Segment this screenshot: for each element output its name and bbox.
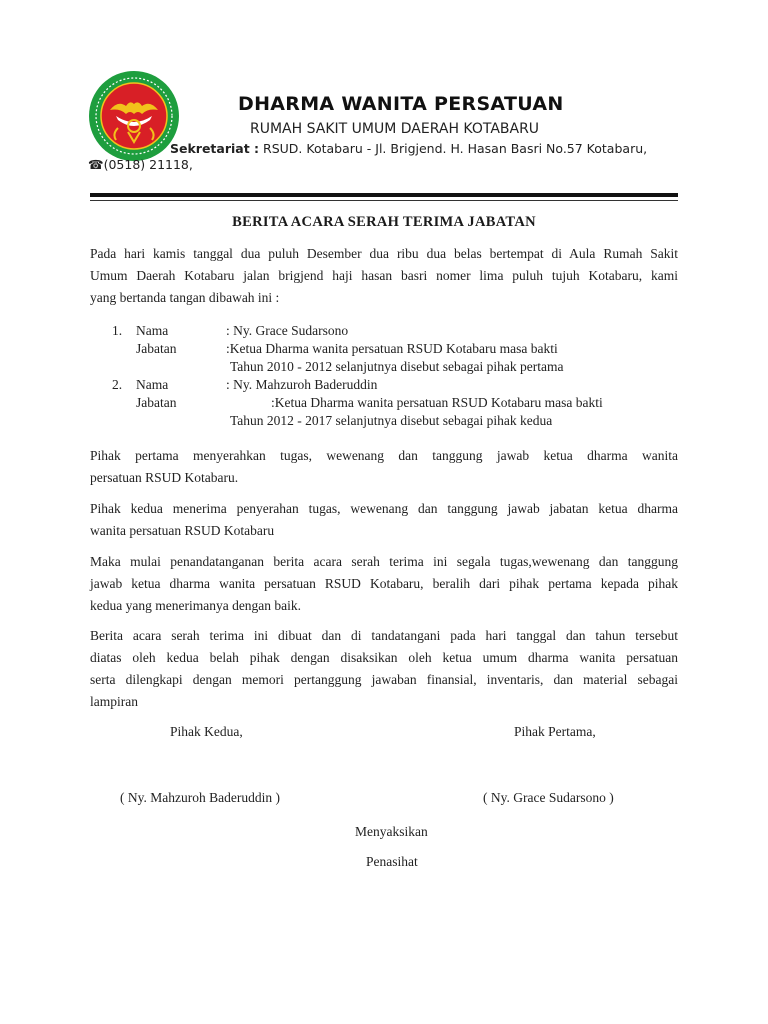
party-number: 1.	[112, 323, 123, 338]
paragraph-line: serta dilengkapi dengan memori pertanggung jawaban finansial, inventaris, dan material sebagai	[90, 672, 678, 687]
second-party-label: Pihak Kedua,	[170, 724, 243, 739]
position-value: :Ketua Dharma wanita persatuan RSUD Kotabaru masa bakti	[226, 341, 558, 356]
phone-number: (0518) 21118,	[103, 157, 193, 172]
witness-label: Menyaksikan	[355, 824, 428, 839]
intro-line: yang bertanda tangan dibawah ini :	[90, 290, 280, 305]
address-label: Sekretariat :	[170, 141, 260, 156]
list-item	[90, 376, 678, 394]
position-label: Jabatan	[136, 341, 177, 356]
position-continuation: Tahun 2010 - 2012 selanjutnya disebut sebagai pihak pertama	[230, 359, 564, 374]
position-continuation: Tahun 2012 - 2017 selanjutnya disebut sebagai pihak kedua	[230, 413, 553, 428]
advisor-label: Penasihat	[366, 854, 418, 869]
address-text: RSUD. Kotabaru - Jl. Brigjend. H. Hasan Basri No.57 Kotabaru,	[259, 141, 648, 156]
paragraph-line: diatas oleh kedua belah pihak dengan disaksikan oleh ketua umum dharma wanita persatuan	[90, 650, 678, 665]
list-item	[90, 358, 678, 376]
phone-icon: ☎	[88, 157, 104, 172]
paragraph-handover	[90, 445, 678, 489]
paragraph-closing	[90, 625, 678, 713]
second-party-signatory: ( Ny. Mahzuroh Baderuddin )	[120, 790, 280, 805]
paragraph-line: Berita acara serah terima ini dibuat dan di tandatangani pada hari tanggal dan tahun tersebut	[90, 628, 678, 643]
list-item	[90, 412, 678, 430]
intro-line: Pada hari kamis tanggal dua puluh Desember dua ribu dua belas bertempat di Aula Rumah Sakit	[90, 246, 678, 261]
party-number: 2.	[112, 377, 123, 392]
list-item	[90, 340, 678, 358]
first-party-signatory: ( Ny. Grace Sudarsono )	[483, 790, 614, 805]
paragraph-line: jawab ketua dharma wanita persatuan RSUD Kotabaru, beralih dari pihak pertama kepada pihak	[90, 576, 678, 591]
intro-line: Umum Daerah Kotabaru jalan brigjend haji hasan basri nomer lima puluh tujuh Kotabaru, kami	[90, 268, 678, 283]
parties-list	[90, 322, 678, 430]
header-divider-thick	[90, 193, 678, 197]
paragraph-line: Pihak pertama menyerahkan tugas, wewenang dan tanggung jawab ketua dharma wanita	[90, 448, 678, 463]
header-divider-thin	[90, 200, 678, 201]
intro-paragraph	[90, 243, 678, 309]
list-item	[90, 394, 678, 412]
secretariat-address	[88, 141, 688, 173]
list-item	[90, 322, 678, 340]
position-label: Jabatan	[136, 395, 177, 410]
paragraph-line: Maka mulai penandatanganan berita acara serah terima ini segala tugas,wewenang dan tanggung	[90, 554, 678, 569]
paragraph-line: wanita persatuan RSUD Kotabaru	[90, 523, 275, 538]
first-party-label: Pihak Pertama,	[514, 724, 596, 739]
paragraph-line: lampiran	[90, 694, 138, 709]
name-label: Nama	[136, 377, 169, 392]
name-label: Nama	[136, 323, 169, 338]
name-value: : Ny. Mahzuroh Baderuddin	[226, 377, 378, 392]
position-value: :Ketua Dharma wanita persatuan RSUD Kotabaru masa bakti	[271, 395, 603, 410]
paragraph-transfer	[90, 551, 678, 617]
document-title: BERITA ACARA SERAH TERIMA JABATAN	[232, 214, 536, 230]
paragraph-line: persatuan RSUD Kotabaru.	[90, 470, 239, 485]
paragraph-line: Pihak kedua menerima penyerahan tugas, wewenang dan tanggung jawab jabatan ketua dharma	[90, 501, 678, 516]
paragraph-line: kedua yang menerimanya dengan baik.	[90, 598, 302, 613]
organization-name: DHARMA WANITA PERSATUAN	[238, 93, 564, 115]
institution-name: RUMAH SAKIT UMUM DAERAH KOTABARU	[250, 121, 540, 137]
paragraph-acceptance	[90, 498, 678, 542]
name-value: : Ny. Grace Sudarsono	[226, 323, 349, 338]
